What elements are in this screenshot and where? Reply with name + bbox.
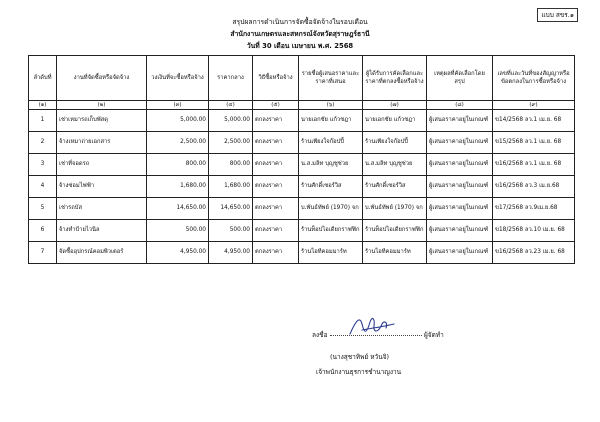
column-number-row — [29, 101, 575, 110]
row-item: จ้างทำป้ายไวนิล — [57, 220, 147, 242]
row-number: 3 — [29, 154, 57, 176]
col-header-winner: ผู้ได้รับการคัดเลือกและราคาที่ตกลงซื้อหรือจ้าง — [363, 56, 427, 101]
row-budget: 500.00 — [147, 220, 209, 242]
col-number: (๕) — [253, 101, 299, 110]
row-contract: ข15/2568 ลว.1 เม.ย. 68 — [493, 132, 575, 154]
row-bidder: ร้านศักดิ์เซอร์วิส — [299, 176, 363, 198]
row-winner: ร้านเพียงใจก๊อปปี้ — [363, 132, 427, 154]
table-row — [29, 198, 575, 220]
col-header-contract: เลขที่และวันที่ของสัญญาหรือข้อตกลงในการซื้อหรือจ้าง — [493, 56, 575, 101]
row-method: ตกลงราคา — [253, 154, 299, 176]
row-number: 2 — [29, 132, 57, 154]
table-row — [29, 242, 575, 264]
row-budget: 2,500.00 — [147, 132, 209, 154]
row-median: 1,680.00 — [209, 176, 253, 198]
col-number: (๙) — [493, 101, 575, 110]
row-reason: ผู้เสนอราคาอยู่ในเกณฑ์ — [427, 242, 493, 264]
row-median: 2,500.00 — [209, 132, 253, 154]
row-number: 6 — [29, 220, 57, 242]
row-item: เช่ารถบัส — [57, 198, 147, 220]
row-median: 14,650.00 — [209, 198, 253, 220]
table-row — [29, 176, 575, 198]
row-number: 5 — [29, 198, 57, 220]
row-winner: ร้านไอทีคอมมาร์ท — [363, 242, 427, 264]
row-winner: บ.พันธ์ทัพย์ (1970) จก — [363, 198, 427, 220]
row-item: จัดซื้ออุปกรณ์คอมพิวเตอร์ — [57, 242, 147, 264]
row-budget: 1,680.00 — [147, 176, 209, 198]
row-reason: ผู้เสนอราคาอยู่ในเกณฑ์ — [427, 110, 493, 132]
row-method: ตกลงราคา — [253, 198, 299, 220]
date-line: วันที่ 30 เดือน เมษายน พ.ศ. 2568 — [246, 42, 354, 50]
handwritten-signature — [342, 312, 402, 342]
row-reason: ผู้เสนอราคาอยู่ในเกณฑ์ — [427, 220, 493, 242]
row-median: 500.00 — [209, 220, 253, 242]
row-contract: ข14/2568 ลว.1 เม.ย. 68 — [493, 110, 575, 132]
col-number: (๗) — [363, 101, 427, 110]
col-header-method: วิธีซื้อหรือจ้าง — [253, 56, 299, 101]
col-number: (๔) — [209, 101, 253, 110]
row-budget: 14,650.00 — [147, 198, 209, 220]
row-item: เช่าที่จอดรถ — [57, 154, 147, 176]
col-header-budget: วงเงินที่จะซื้อหรือจ้าง — [147, 56, 209, 101]
row-bidder: บ.พันธ์ทัพย์ (1970) จก — [299, 198, 363, 220]
table-row — [29, 132, 575, 154]
table-row — [29, 220, 575, 242]
col-header-bidder: รายชื่อผู้เสนอราคาและราคาที่เสนอ — [299, 56, 363, 101]
row-budget: 4,950.00 — [147, 242, 209, 264]
signer-role: ผู้จัดทำ — [424, 331, 444, 339]
row-median: 4,950.00 — [209, 242, 253, 264]
table-row — [29, 110, 575, 132]
row-contract: ข18/2568 ลว.10 เม.ย. 68 — [493, 220, 575, 242]
row-number: 1 — [29, 110, 57, 132]
col-header-reason: เหตุผลที่คัดเลือกโดยสรุป — [427, 56, 493, 101]
row-budget: 800.00 — [147, 154, 209, 176]
row-winner: นายเอกชัย แก้วชฎา — [363, 110, 427, 132]
row-bidder: น.ส.มลิท บุญชูช่วย — [299, 154, 363, 176]
row-winner: น.ส.มลิท บุญชูช่วย — [363, 154, 427, 176]
row-method: ตกลงราคา — [253, 132, 299, 154]
col-number: (๘) — [427, 101, 493, 110]
table-header-row — [29, 56, 575, 101]
row-item: จ้างเหมาถ่ายเอกสาร — [57, 132, 147, 154]
row-budget: 5,000.00 — [147, 110, 209, 132]
col-header-no: ลำดับที่ — [29, 56, 57, 101]
row-reason: ผู้เสนอราคาอยู่ในเกณฑ์ — [427, 198, 493, 220]
document-header — [0, 16, 600, 52]
row-reason: ผู้เสนอราคาอยู่ในเกณฑ์ — [427, 176, 493, 198]
row-bidder: ร้านเพียงใจก๊อปปี้ — [299, 132, 363, 154]
col-header-median: ราคากลาง — [209, 56, 253, 101]
office-name: สำนักงานเกษตรและสหกรณ์จังหวัดสุราษฎร์ธานี — [230, 30, 370, 38]
row-bidder: ร้านไอทีคอมมาร์ท — [299, 242, 363, 264]
col-header-item: งานที่จัดซื้อหรือจัดจ้าง — [57, 56, 147, 101]
col-number: (๓) — [147, 101, 209, 110]
row-number: 7 — [29, 242, 57, 264]
procurement-table — [28, 55, 575, 264]
row-contract: ข17/2568 ลว.9เม.ย.68 — [493, 198, 575, 220]
row-item: จ้างซ่อมไฟฟ้า — [57, 176, 147, 198]
row-median: 800.00 — [209, 154, 253, 176]
row-winner: ร้านท็อปไอเดียกราฟฟิก — [363, 220, 427, 242]
form-code: แบบ สขร.๑ — [537, 8, 578, 22]
sign-label: ลงชื่อ — [312, 331, 328, 339]
row-reason: ผู้เสนอราคาอยู่ในเกณฑ์ — [427, 132, 493, 154]
row-method: ตกลงราคา — [253, 176, 299, 198]
row-contract: ข16/2568 ลว.23 เม.ย. 68 — [493, 242, 575, 264]
row-reason: ผู้เสนอราคาอยู่ในเกณฑ์ — [427, 154, 493, 176]
row-median: 5,000.00 — [209, 110, 253, 132]
row-contract: ข16/2568 ลว.1 เม.ย. 68 — [493, 154, 575, 176]
row-winner: ร้านศักดิ์เซอร์วิส — [363, 176, 427, 198]
col-number: (๒) — [57, 101, 147, 110]
col-number: (๖) — [299, 101, 363, 110]
row-bidder: ร้านท็อปไอเดียกราฟฟิก — [299, 220, 363, 242]
signer-name: (นางสุชาทิพย์ หวันจิ) — [330, 353, 389, 361]
row-contract: ข16/2568 ลว.3 เม.ย.68 — [493, 176, 575, 198]
row-item: เช่าเหมารถเก็บพัสดุ — [57, 110, 147, 132]
row-bidder: นายเอกชัย แก้วชฎา — [299, 110, 363, 132]
signature-dotted-line — [330, 335, 422, 336]
signer-position: เจ้าพนักงานธุรการชำนาญงาน — [316, 368, 402, 376]
row-method: ตกลงราคา — [253, 110, 299, 132]
row-method: ตกลงราคา — [253, 220, 299, 242]
document-title: สรุปผลการดำเนินการจัดซื้อจัดจ้างในรอบเดือน — [232, 18, 368, 26]
table-row — [29, 154, 575, 176]
row-method: ตกลงราคา — [253, 242, 299, 264]
row-number: 4 — [29, 176, 57, 198]
col-number: (๑) — [29, 101, 57, 110]
